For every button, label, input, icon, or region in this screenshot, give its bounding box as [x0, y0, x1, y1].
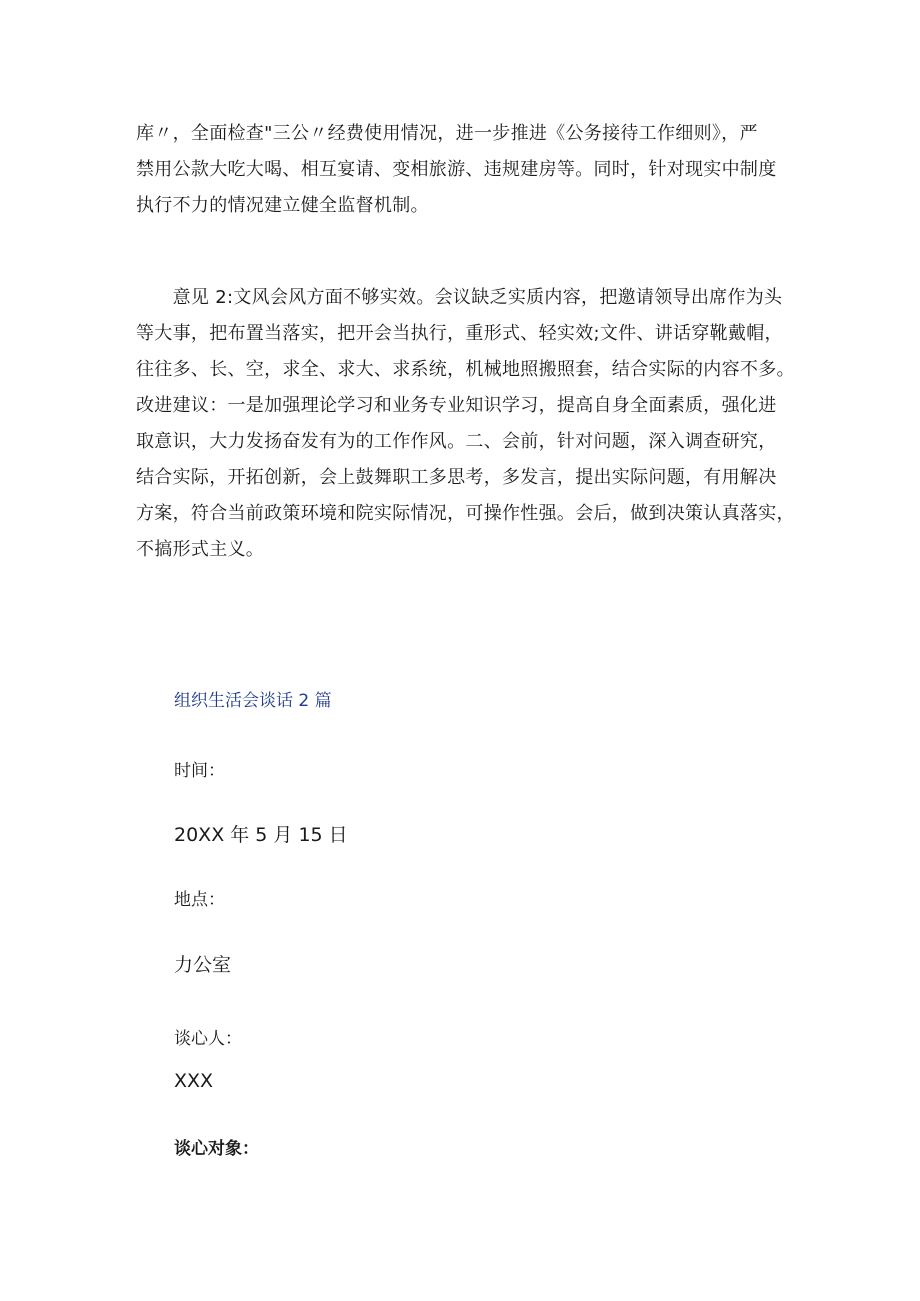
talker-value: XXX: [174, 1070, 214, 1092]
text-line: 改进建议：一是加强理论学习和业务专业知识学习，提高自身全面素质，强化进: [136, 395, 777, 416]
text-line: 意见 2:文风会风方面不够实效。会议缺乏实质内容，把邀请领导出席作为头: [136, 287, 783, 308]
paragraph-opinion-2: [136, 280, 796, 568]
text-line: 方案，符合当前政策环境和院实际情况，可操作性强。会后，做到决策认真落实，: [136, 503, 795, 524]
target-label: 谈心对象：: [174, 1139, 259, 1159]
text-line: 等大事，把布置当落实，把开会当执行，重形式、轻实效;文件、讲话穿靴戴帽，: [136, 323, 783, 344]
time-label: 时间：: [174, 761, 225, 781]
place-value: 力公室: [174, 954, 232, 976]
time-value: 20XX 年 5 月 15 日: [174, 824, 348, 846]
place-label: 地点：: [174, 890, 225, 910]
section-heading: 组织生活会谈话 2 篇: [174, 691, 332, 711]
text-line: 结合实际，开拓创新，会上鼓舞职工多思考，多发言，提出实际问题，有用解决: [136, 467, 777, 488]
paragraph-inspection: [136, 116, 796, 224]
text-line: 执行不力的情况建立健全监督机制。: [136, 195, 429, 216]
text-line: 库〃，全面检查"三公〃经费使用情况，进一步推进《公务接待工作细则》，严: [136, 123, 758, 144]
text-line: 往往多、长、空，求全、求大、求系统，机械地照搬照套，结合实际的内容不多。: [136, 359, 795, 380]
talker-label: 谈心人：: [174, 1029, 242, 1049]
text-line: 不搞形式主义。: [136, 539, 265, 560]
text-line: 禁用公款大吃大喝、相互宴请、变相旅游、违规建房等。同时，针对现实中制度: [136, 159, 777, 180]
text-line: 取意识，大力发扬奋发有为的工作作风。二、会前，针对问题，深入调查研究，: [136, 431, 777, 452]
